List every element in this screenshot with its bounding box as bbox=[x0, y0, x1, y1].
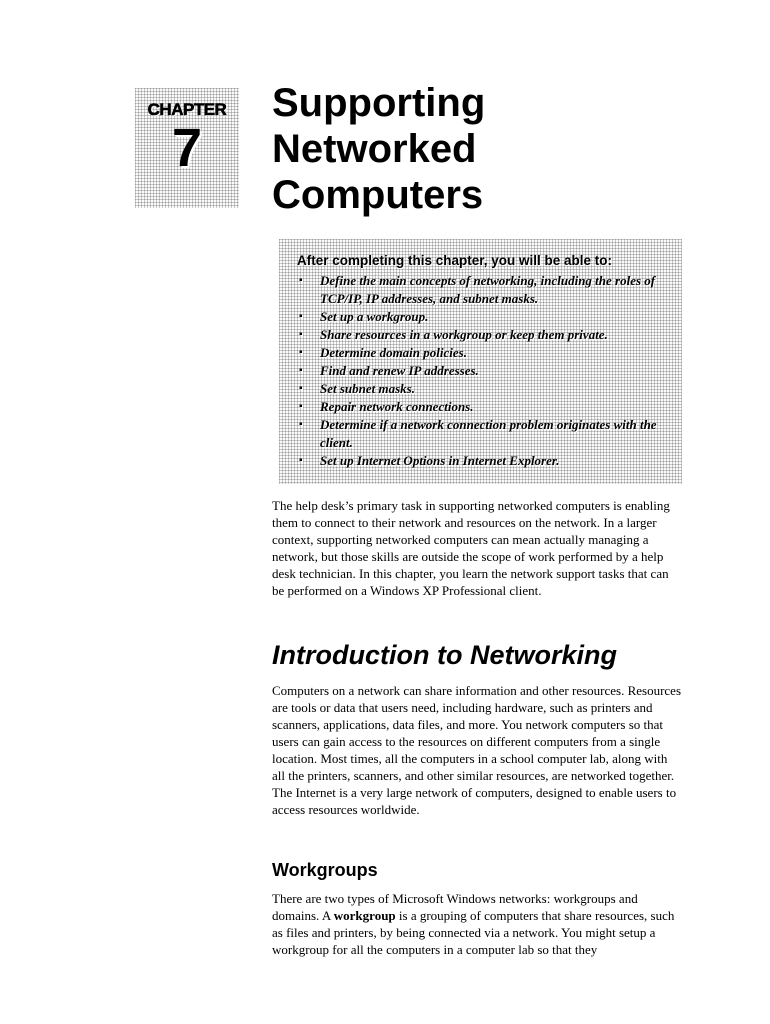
objectives-heading: After completing this chapter, you will be able to: bbox=[297, 253, 613, 268]
bullet-icon: ▪ bbox=[299, 383, 303, 394]
workgroups-text-start: There are two types of Microsoft Windows networks: workgroups and domains. A bbox=[272, 891, 638, 923]
section-heading-workgroups: Workgroups bbox=[272, 860, 378, 880]
bullet-icon: ▪ bbox=[299, 329, 303, 340]
chapter-title-line-1: Supporting bbox=[272, 81, 486, 125]
workgroups-text-rest: is a grouping of computers that share resources, such as files and printers, by being connected via a network. You might setup a workgroup for all the computers in a computer lab so that they bbox=[272, 908, 675, 957]
learning-objectives-box bbox=[279, 239, 682, 484]
chapter-title bbox=[272, 80, 742, 218]
chapter-number: 7 bbox=[171, 118, 203, 178]
bullet-icon: ▪ bbox=[299, 311, 303, 322]
bullet-icon: ▪ bbox=[299, 347, 303, 358]
objective-item bbox=[297, 380, 666, 398]
chapter-title-line-2: Networked bbox=[272, 127, 477, 171]
workgroup-term: workgroup bbox=[333, 908, 396, 923]
bullet-icon: ▪ bbox=[299, 455, 303, 466]
bullet-icon: ▪ bbox=[299, 275, 303, 286]
objective-text: Repair network connections. bbox=[320, 399, 474, 414]
objective-text: Find and renew IP addresses. bbox=[320, 363, 479, 378]
workgroups-paragraph bbox=[272, 890, 687, 958]
objective-text: Set up Internet Options in Internet Explorer. bbox=[320, 453, 560, 468]
objective-item bbox=[297, 344, 666, 362]
bullet-icon: ▪ bbox=[299, 401, 303, 412]
objective-item bbox=[297, 416, 666, 452]
objective-item bbox=[297, 452, 666, 470]
objective-text: Share resources in a workgroup or keep them private. bbox=[320, 327, 608, 342]
introduction-paragraph: Computers on a network can share information and other resources. Resources are tools or data that users need, including hardware, such as printers and scanners, applications, data files, and more. You network computers so that users can gain access to the resources on different computers from a single location. Most times, all the computers in a school computer lab, along with all the printers, scanners, and other similar resources, are networked together. The Internet is a very large network of computers, designed to enable users to access resources worldwide. bbox=[272, 683, 682, 817]
objectives-list bbox=[297, 272, 666, 470]
objective-item bbox=[297, 398, 666, 416]
bullet-icon: ▪ bbox=[299, 419, 303, 430]
objective-item bbox=[297, 272, 666, 308]
chapter-label: CHAPTER bbox=[147, 100, 227, 119]
objective-text: Determine domain policies. bbox=[320, 345, 467, 360]
objective-text: Set up a workgroup. bbox=[320, 309, 429, 324]
objective-text: Determine if a network connection problem originates with the client. bbox=[320, 417, 657, 450]
chapter-badge bbox=[135, 88, 239, 208]
objective-item bbox=[297, 308, 666, 326]
objective-item bbox=[297, 326, 666, 344]
section-heading-introduction: Introduction to Networking bbox=[272, 640, 617, 670]
intro-paragraph: The help desk’s primary task in supporting networked computers is enabling them to connect to their network and resources on the network. In a larger context, supporting networked computers can mean actually managing a network, but those skills are outside the scope of work performed by a help desk technician. In this chapter, you learn the network support tasks that can be performed on a Windows XP Professional client. bbox=[272, 498, 670, 598]
chapter-title-line-3: Computers bbox=[272, 173, 484, 217]
objective-item bbox=[297, 362, 666, 380]
objective-text: Set subnet masks. bbox=[320, 381, 415, 396]
bullet-icon: ▪ bbox=[299, 365, 303, 376]
objective-text: Define the main concepts of networking, including the roles of TCP/IP, IP addresses, and subnet masks. bbox=[320, 273, 656, 306]
